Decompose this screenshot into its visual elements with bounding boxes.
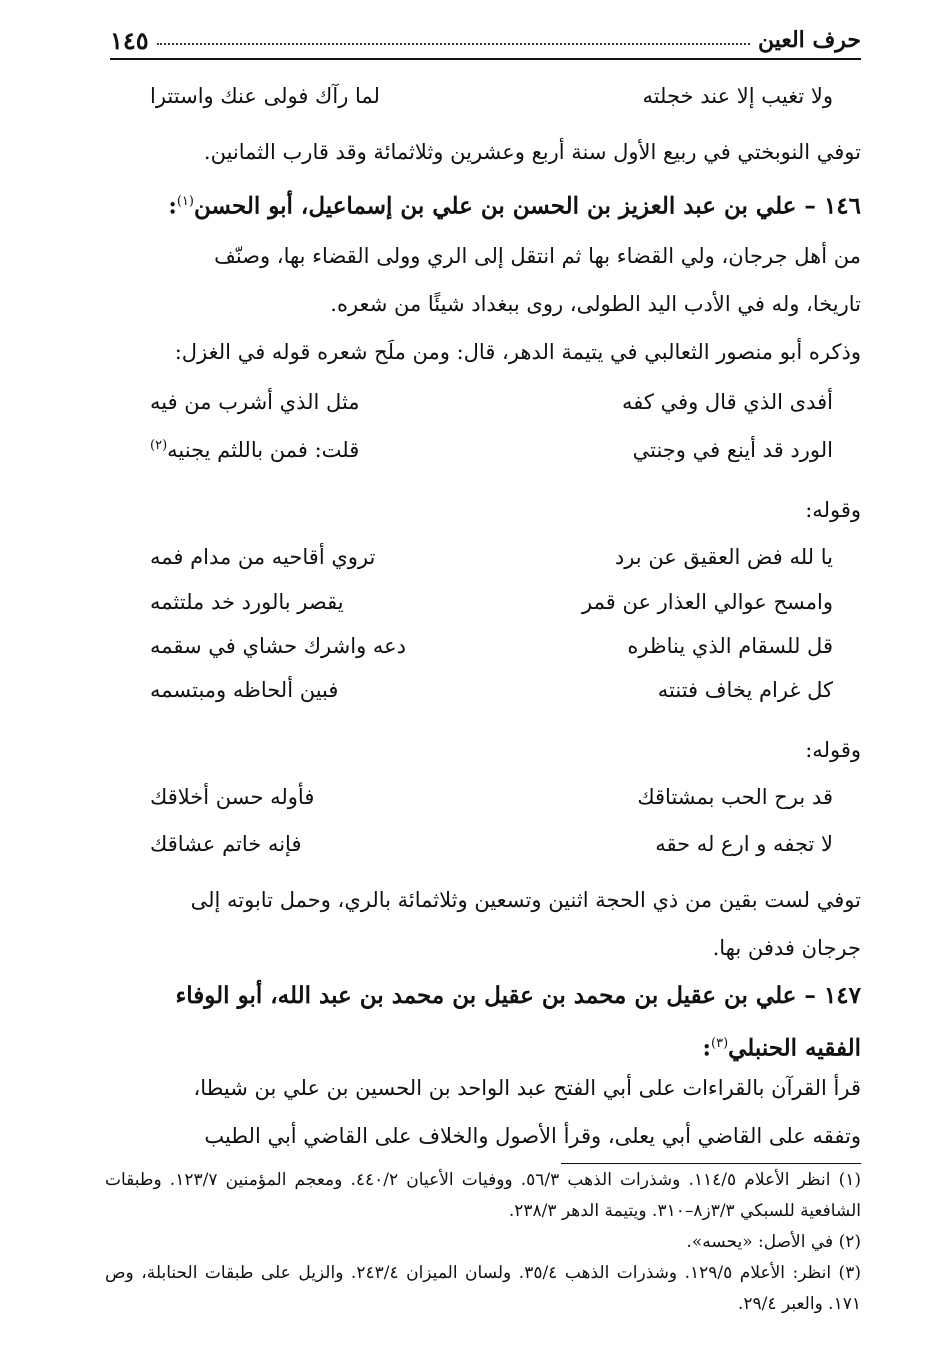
entry-146-death — [105, 876, 861, 972]
verse-hemistich-left: لما رآك فولى عنك واستترا — [150, 84, 380, 108]
verse-hemistich-right: يا لله فض العقيق عن برد — [614, 545, 833, 569]
entry-number: ١٤٧ – — [804, 982, 861, 1009]
footnote-ref: (١) — [176, 194, 194, 209]
entry-146-heading — [105, 178, 861, 231]
entry-title: علي بن عقيل بن محمد بن عقيل بن محمد بن عبد الله، أبو الوفاء — [175, 982, 797, 1009]
footnote-ref: (٢) — [150, 438, 168, 453]
dotted-leader — [157, 43, 750, 45]
verse-line — [150, 537, 833, 577]
verse-line — [150, 382, 833, 422]
verse-line — [150, 76, 833, 116]
verse-hemistich-left: يقصر بالورد خد ملتثمه — [150, 590, 344, 614]
verse-hemistich-left: فبين ألحاظه ومبتسمه — [150, 678, 339, 702]
verse-hemistich-left: دعه واشرك حشاي في سقمه — [150, 634, 407, 658]
footnote: (١) انظر الأعلام ١١٤/٥. وشذرات الذهب ٥٦/٣. ووفيات الأعيان ٤٤٠/٢. ومعجم المؤمنين ١٢٣/٧. وطبقات الشافعية للسبكي ٣/٣ز٨–٣١٠. ويتيمة الدهر ٢٣٨/٣. — [105, 1170, 861, 1221]
footnote: (٢) في الأصل: «يحسه». — [686, 1232, 861, 1252]
text-line: توفي لست بقين من ذي الحجة اثنين وتسعين وثلاثمائة بالري، وحمل تابوته إلى — [190, 888, 861, 912]
verse-line — [150, 626, 833, 666]
text-line: من أهل جرجان، ولي القضاء بها ثم انتقل إلى الري وولى القضاء بها، وصنّف — [214, 244, 861, 268]
text-line: تاريخا، وله في الأدب اليد الطولى، روى ببغداد شيئًا من شعره. — [330, 292, 861, 316]
verse-hemistich-right: أفدى الذي قال وفي كفه — [622, 390, 833, 414]
footnote-separator — [561, 1163, 861, 1164]
poem-intro: وقوله: — [805, 498, 861, 522]
entry-146-para-2: وذكره أبو منصور الثعالبي في يتيمة الدهر، قال: ومن ملَح شعره قوله في الغزل: — [174, 340, 861, 364]
heading-line — [105, 972, 861, 1020]
text-line: وتفقه على القاضي أبي يعلى، وقرأ الأصول والخلاف على القاضي أبي الطيب — [204, 1124, 861, 1148]
verse-hemistich-left: تروي أقاحيه من مدام فمه — [150, 545, 376, 569]
hemistich-text: قلت: فمن باللثم يجنيه — [167, 438, 360, 462]
verse-hemistich-right: قل للسقام الذي يناظره — [627, 634, 833, 658]
entry-title-continued: الفقيه الحنبلي — [728, 1034, 861, 1062]
verse-hemistich-left — [150, 438, 359, 462]
verse-line — [150, 582, 833, 622]
verse-hemistich-right: قد برح الحب بمشتاقك — [637, 785, 833, 809]
verse-hemistich-right: كل غرام يخاف فتنته — [657, 678, 833, 702]
entry-147-heading — [105, 972, 861, 1073]
poem-intro: وقوله: — [805, 738, 861, 762]
verse-hemistich-left: مثل الذي أشرب من فيه — [150, 390, 360, 414]
verse-hemistich-left: فإنه خاتم عشاقك — [150, 832, 302, 856]
verse-hemistich-left: فأوله حسن أخلاقك — [150, 785, 315, 809]
colon: : — [168, 192, 177, 220]
verse-line — [150, 824, 833, 864]
footnotes — [105, 1165, 861, 1320]
page-header — [110, 22, 861, 60]
death-note: توفي النوبختي في ربيع الأول سنة أربع وعشرين وثلاثمائة وقد قارب الثمانين. — [203, 140, 861, 164]
running-title: حرف العين — [757, 27, 861, 53]
verse-hemistich-right: الورد قد أينع في وجنتي — [632, 438, 833, 462]
colon: : — [702, 1034, 711, 1062]
verse-hemistich-right: لا تجفه و ارع له حقه — [655, 832, 833, 856]
verse-hemistich-right: وامسح عوالي العذار عن قمر — [582, 590, 833, 614]
entry-147-para — [105, 1064, 861, 1160]
entry-number: ١٤٦ – — [804, 192, 861, 220]
entry-title: علي بن عبد العزيز بن الحسن بن علي بن إسماعيل، أبو الحسن — [193, 192, 797, 220]
footnote: (٣) انظر: الأعلام ١٢٩/٥. وشذرات الذهب ٣٥/٤. ولسان الميزان ٢٤٣/٤. والزيل على طبقات الحنابلة، وص ١٧١. والعبر ٢٩/٤. — [105, 1263, 861, 1314]
verse-hemistich-right: ولا تغيب إلا عند خجلته — [642, 84, 833, 108]
verse-line — [150, 670, 833, 710]
text-line: قرأ القرآن بالقراءات على أبي الفتح عبد الواحد بن الحسين بن علي بن شيطا، — [193, 1076, 861, 1100]
verse-line — [150, 430, 833, 470]
page-number: ١٤٥ — [110, 25, 149, 55]
text-line: جرجان فدفن بها. — [712, 936, 861, 960]
footnote-ref: (٣) — [711, 1036, 729, 1051]
entry-146-para-1 — [105, 232, 861, 328]
verse-line — [150, 777, 833, 817]
